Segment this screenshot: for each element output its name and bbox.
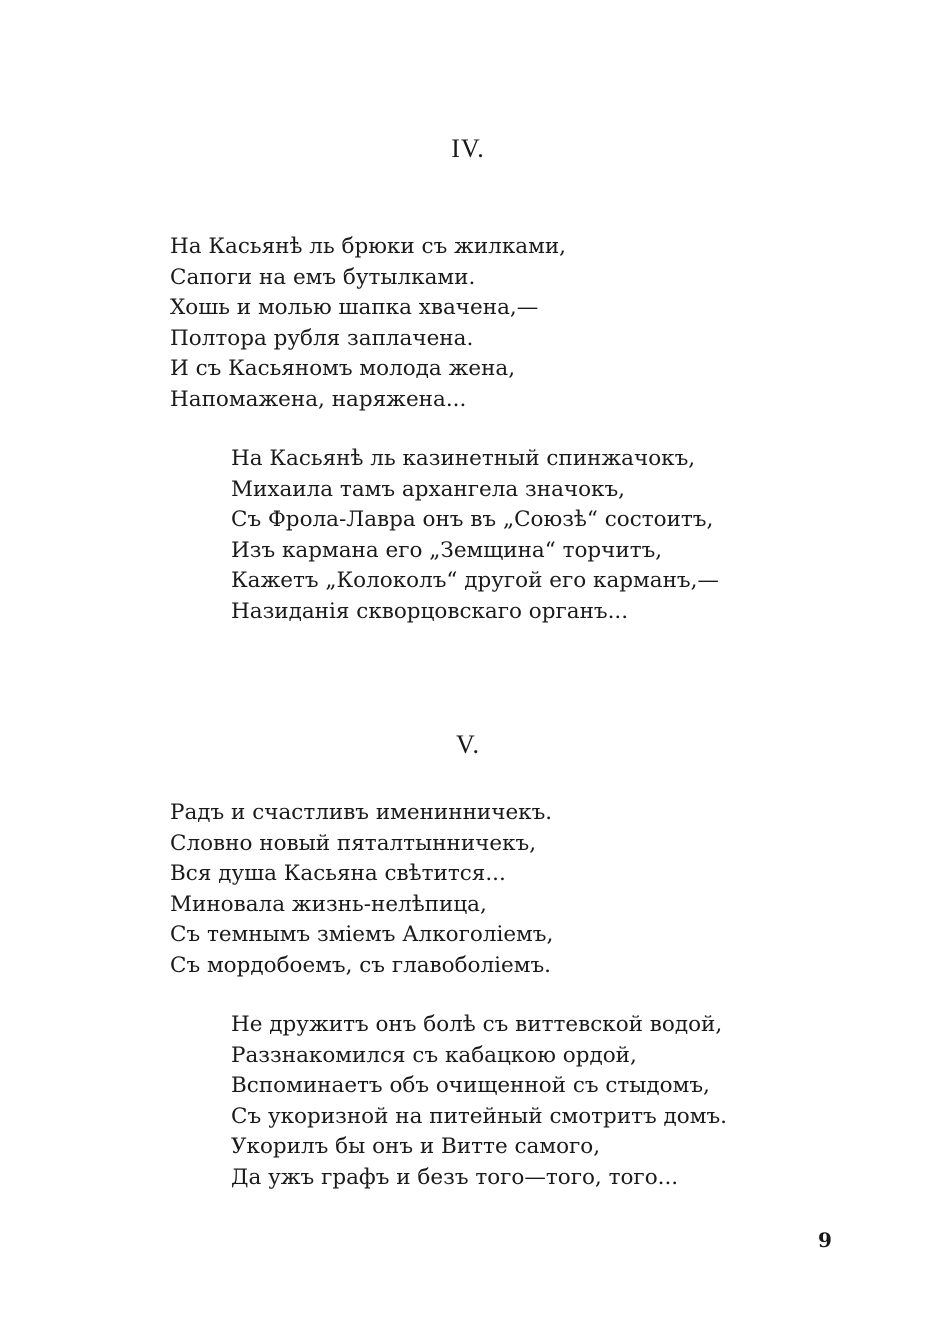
stanza-v-1 <box>170 798 553 981</box>
verse-line: Да ужъ графъ и безъ того—того, того... <box>231 1164 679 1190</box>
verse-line: Сапоги на емъ бутылками. <box>170 264 476 290</box>
verse-line: Напомажена, наряжена... <box>170 386 467 412</box>
verse-line: Назиданія скворцовскаго оргaнъ... <box>231 598 629 624</box>
verse-line: Полтора рубля заплачена. <box>170 325 474 351</box>
verse-line: Радъ и счастливъ именинничекъ. <box>170 800 553 825</box>
verse-line: Съ темнымъ зміемъ Алкоголіемъ, <box>170 922 554 947</box>
verse-line: Съ мордобоемъ, съ главоболіемъ. <box>170 952 551 978</box>
verse-line: И съ Касьяномъ молода жена, <box>170 356 516 381</box>
stanza-iv-1 <box>170 232 566 415</box>
verse-line: Вспоминаетъ объ очищенной съ стыдомъ, <box>231 1073 710 1098</box>
verse-line: Словно новый пяталтынничекъ, <box>170 830 537 856</box>
stanza-iv-2 <box>231 444 719 627</box>
verse-line: Раззнакомился съ кабацкою ордой, <box>231 1042 637 1068</box>
verse-line: На Касьянѣ ль казинетный спинжачокъ, <box>231 446 696 471</box>
stanza-v-2 <box>231 1010 727 1193</box>
verse-line: Кажетъ „Колоколъ“ другой его карманъ,— <box>231 568 719 593</box>
section-heading-iv: IV. <box>451 134 485 163</box>
verse-line: Укорилъ бы онъ и Витте самого, <box>231 1134 601 1159</box>
page-number: 9 <box>818 1228 832 1252</box>
verse-line: Съ укоризной на питейный смотритъ домъ. <box>231 1103 727 1129</box>
verse-line: Вся душа Касьяна свѣтится... <box>170 861 506 886</box>
verse-line: Хошь и молью шапка хвачена,— <box>170 295 539 320</box>
verse-line: Михаила тамъ архангела значокъ, <box>231 476 626 502</box>
verse-line: Съ Фрола-Лавра онъ въ „Союзѣ“ состоитъ, <box>231 507 714 532</box>
verse-line: На Касьянѣ ль брюки съ жилками, <box>170 234 566 259</box>
verse-line: Не дружитъ онъ болѣ съ виттевской водой, <box>231 1012 723 1037</box>
verse-line: Миновала жизнь-нелѣпица, <box>170 891 487 917</box>
section-heading-v: V. <box>456 730 480 759</box>
verse-line: Изъ кармана его „Земщина“ торчитъ, <box>231 537 663 563</box>
